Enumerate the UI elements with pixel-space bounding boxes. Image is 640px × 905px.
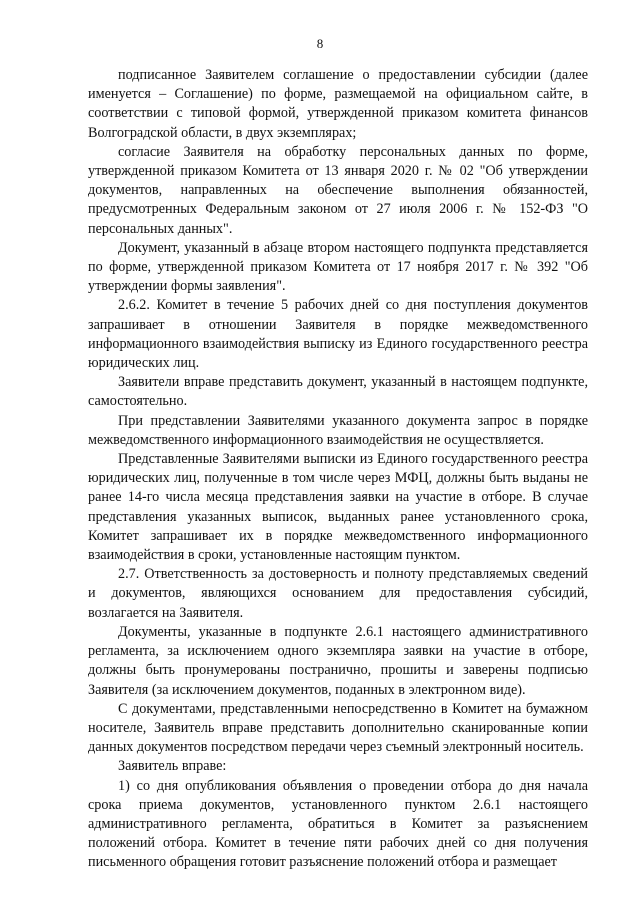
page-number: 8: [316, 36, 324, 51]
paragraph: Документ, указанный в абзаце втором настоящего подпункта представляется по форме, утвержденной приказом Комитета от 17 ноября 2017 г. № 392 "Об утверждении формы заявления".: [88, 239, 588, 295]
paragraph: согласие Заявителя на обработку персональных данных по форме, утвержденной приказом Комитета от 13 января 2020 г. № 02 "Об утверждении документов, направленных на обеспечение выполнения обязанностей, предусмотренных Федеральным законом от 27 июля 2006 г. № 152-ФЗ "О персональных данных".: [88, 143, 588, 237]
paragraph: При представлении Заявителями указанного документа запрос в порядке межведомственного информационного взаимодействия не осуществляется.: [88, 412, 588, 448]
paragraph: Заявитель вправе:: [118, 758, 227, 775]
paragraph: подписанное Заявителем соглашение о предоставлении субсидии (далее именуется – Соглашение) по форме, размещаемой на официальном сайте, в соответствии с типовой формой, утвержденной приказом комитета финансов Волгоградской области, в двух экземплярах;: [88, 67, 588, 141]
paragraph: 1) со дня опубликования объявления о проведении отбора до дня начала срока приема документов, установленного пунктом 2.6.1 настоящего административного регламента, обратиться в Комитет за разъяснением положений отбора. Комитет в течение пяти рабочих дней со дня получения письменного обращения готовит разъяснение положений отбора и размещает: [88, 777, 588, 871]
paragraph: 2.6.2. Комитет в течение 5 рабочих дней со дня поступления документов запрашивает в отношении Заявителя в порядке межведомственного информационного взаимодействия выписку из Единого государственного реестра юридических лиц.: [88, 297, 588, 372]
paragraph: Заявители вправе представить документ, указанный в настоящем подпункте, самостоятельно.: [88, 374, 588, 410]
paragraph: С документами, представленными непосредственно в Комитет на бумажном носителе, Заявитель вправе представить дополнительно сканированные копии данных документов посредством передачи через съемный электронный носитель.: [88, 700, 588, 756]
document-body: [88, 66, 588, 873]
paragraph: 2.7. Ответственность за достоверность и полноту представляемых сведений и документов, являющихся основанием для предоставления субсидий, возлагается на Заявителя.: [88, 566, 588, 621]
paragraph: Представленные Заявителями выписки из Единого государственного реестра юридических лиц, полученные в том числе через МФЦ, должны быть выданы не ранее 14-го числа месяца представления заявки на участие в отборе. В случае представления указанных выписок, выданных ранее установленного срока, Комитет запрашивает их в порядке межведомственного информационного взаимодействия в сроки, установленные настоящим пунктом.: [88, 451, 588, 564]
paragraph: Документы, указанные в подпункте 2.6.1 настоящего административного регламента, за исключением одного экземпляра заявки на участие в отборе, должны быть пронумерованы постранично, прошиты и заверены подписью Заявителя (за исключением документов, поданных в электронном виде).: [88, 623, 588, 698]
